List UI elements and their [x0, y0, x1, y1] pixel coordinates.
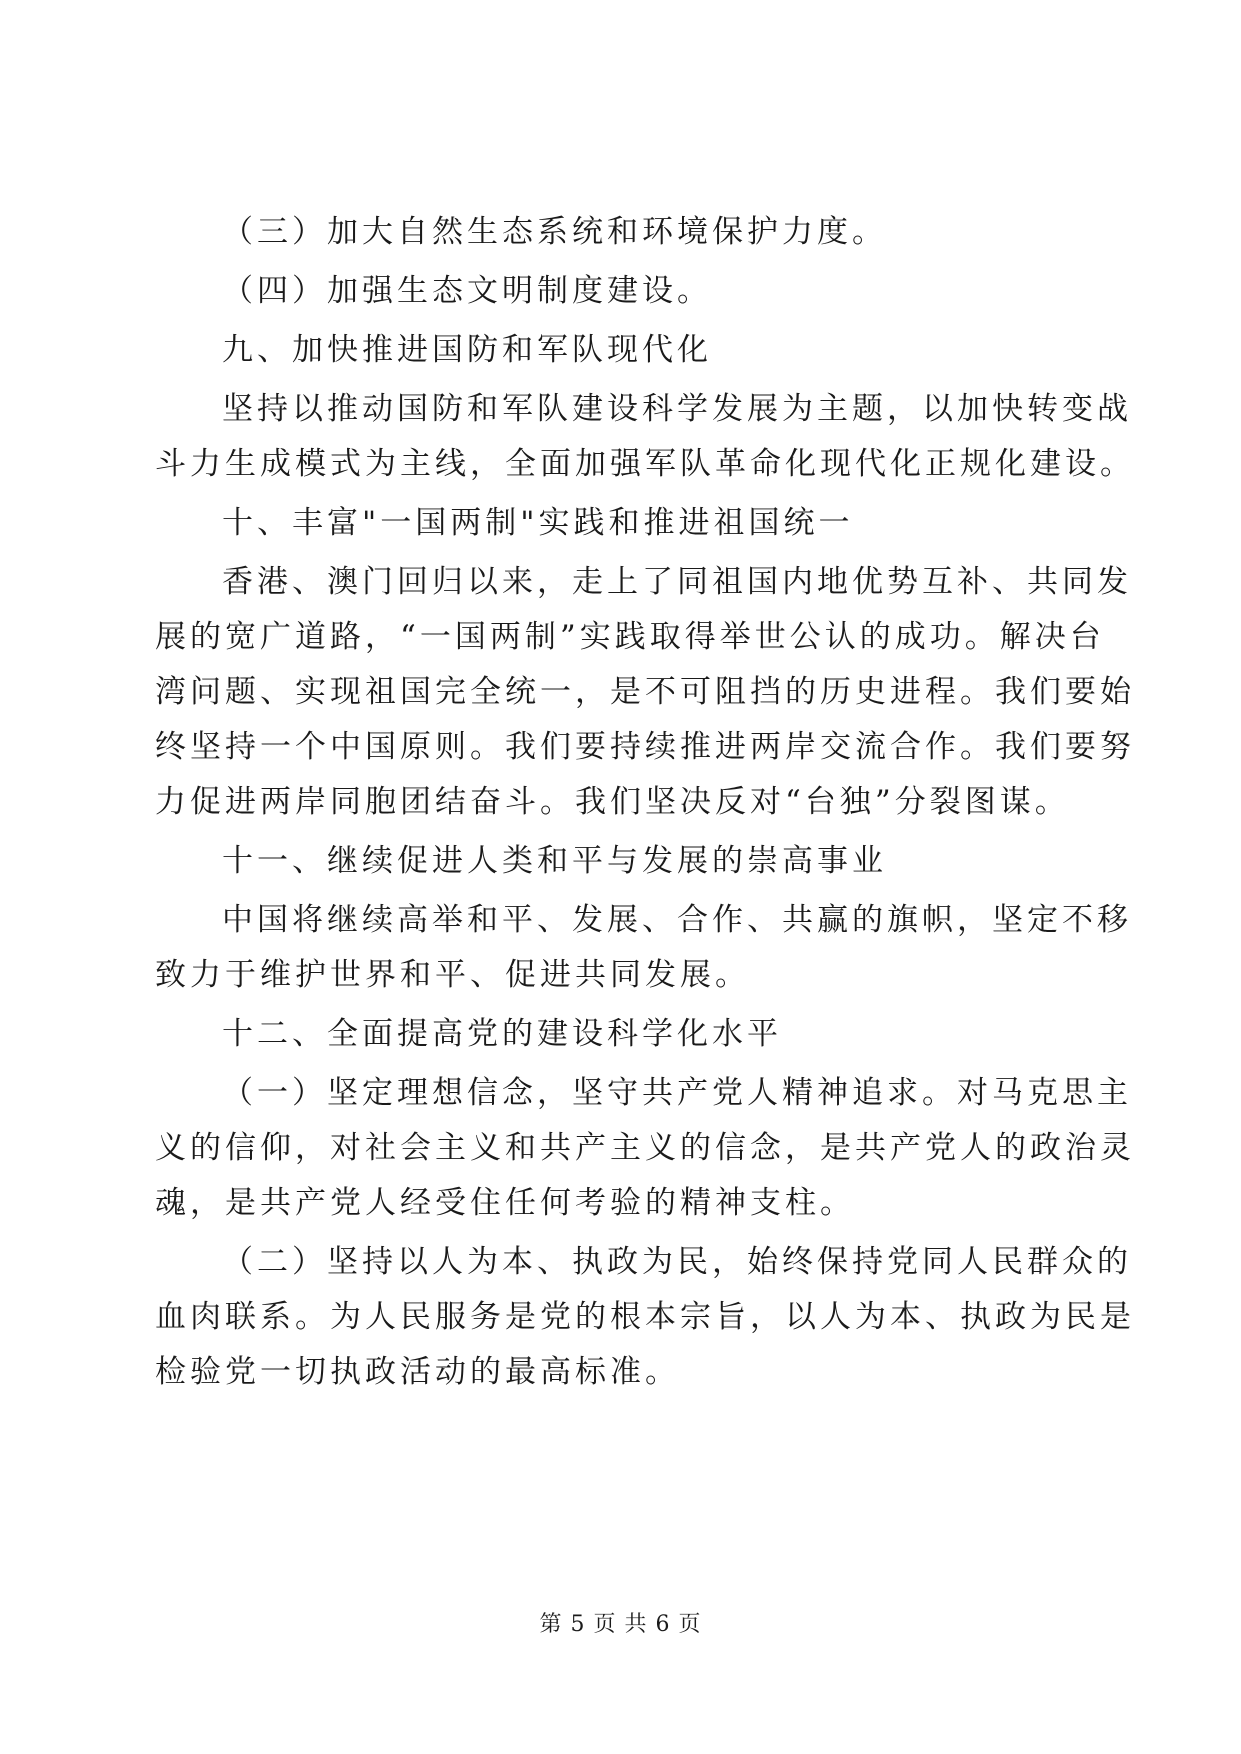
text-line: （一）坚定理想信念，坚守共产党人精神追求。对马克思主: [222, 1075, 1132, 1111]
text-line: 坚持以推动国防和军队建设科学发展为主题，以加快转变战: [222, 391, 1132, 427]
text-line: 血肉联系。为人民服务是党的根本宗旨，以人为本、执政为民是: [155, 1299, 1135, 1335]
section-heading: 十二、全面提高党的建设科学化水平: [222, 1016, 782, 1052]
page-number-footer: 第 5 页 共 6 页: [539, 1612, 702, 1637]
text-line: 检验党一切执政活动的最高标准。: [155, 1354, 680, 1390]
text-line: （四）加强生态文明制度建设。: [222, 273, 712, 309]
text-line: 斗力生成模式为主线，全面加强军队革命化现代化正规化建设。: [155, 446, 1135, 482]
section-heading: 十、丰富"一国两制"实践和推进祖国统一: [222, 505, 854, 541]
text-line: 致力于维护世界和平、促进共同发展。: [155, 957, 750, 993]
text-line: 魂，是共产党人经受住任何考验的精神支柱。: [155, 1185, 855, 1221]
text-line: 香港、澳门回归以来，走上了同祖国内地优势互补、共同发: [222, 564, 1132, 600]
section-heading: 九、加快推进国防和军队现代化: [222, 332, 712, 368]
text-line: 义的信仰，对社会主义和共产主义的信念，是共产党人的政治灵: [155, 1130, 1135, 1166]
section-heading: 十一、继续促进人类和平与发展的崇高事业: [222, 843, 887, 879]
text-line: 湾问题、实现祖国完全统一，是不可阻挡的历史进程。我们要始: [155, 674, 1135, 710]
text-line: 力促进两岸同胞团结奋斗。我们坚决反对“台独”分裂图谋。: [155, 784, 1070, 820]
text-line: 终坚持一个中国原则。我们要持续推进两岸交流合作。我们要努: [155, 729, 1135, 765]
text-line: （二）坚持以人为本、执政为民，始终保持党同人民群众的: [222, 1244, 1132, 1280]
text-line: 展的宽广道路，“一国两制”实践取得举世公认的成功。解决台: [155, 619, 1105, 655]
text-line: 中国将继续高举和平、发展、合作、共赢的旗帜，坚定不移: [222, 902, 1132, 938]
text-line: （三）加大自然生态系统和环境保护力度。: [222, 214, 887, 250]
